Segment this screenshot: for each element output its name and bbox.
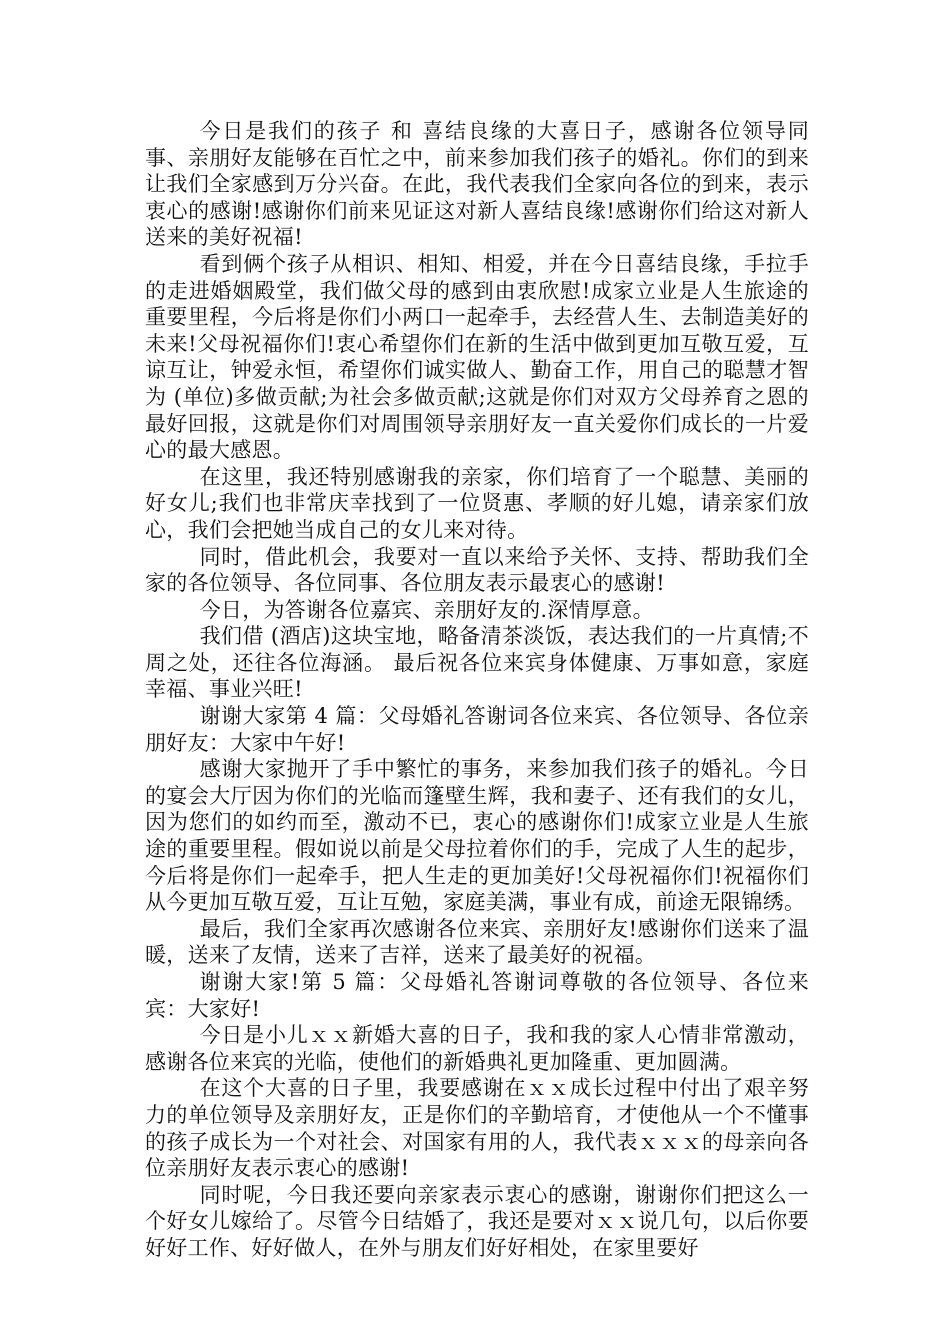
paragraph-6: 我们借 (酒店)这块宝地，略备清茶淡饭，表达我们的一片真情;不周之处，还往各位海涵。 最后祝各位来宾身体健康、万事如意，家庭幸福、事业兴旺! [145,624,809,702]
paragraph-5: 今日，为答谢各位嘉宾、亲朋好友的.深情厚意。 [199,597,654,622]
paragraph-4: 同时，借此机会，我要对一直以来给予关怀、支持、帮助我们全家的各位领导、各位同事、各位朋友表示最衷心的感谢! [145,544,809,596]
paragraph-13: 同时呢，今日我还要向亲家表示衷心的感谢，谢谢你们把这么一个好女儿嫁给了。尽管今日结婚了，我还是要对ｘｘ说几句，以后你要好好工作、好好做人，在外与朋友们好好相处，在家里要好 [145,1182,809,1260]
paragraph-1: 今日是我们的孩子 和 喜结良缘的大喜日子，感谢各位领导同事、亲朋好友能够在百忙之中，前来参加我们孩子的婚礼。你们的到来让我们全家感到万分兴奋。在此，我代表我们全家向各位的到来，表示衷心的感谢!感谢你们前来见证这对新人喜结良缘!感谢你们给这对新人送来的美好祝福! [145,119,809,250]
paragraph-7: 谢谢大家第 4 篇：父母婚礼答谢词各位来宾、各位领导、各位亲朋好友：大家中午好! [145,704,809,755]
document-body [145,118,809,1262]
paragraph-10: 谢谢大家!第 5 篇：父母婚礼答谢词尊敬的各位领导、各位来宾：大家好! [145,970,809,1021]
paragraph-8: 感谢大家抛开了手中繁忙的事务，来参加我们孩子的婚礼。今日的宴会大厅因为你们的光临而篷壁生辉，我和妻子、还有我们的女儿，因为您们的如约而至，激动不已，衷心的感谢你们!成家立业是人生旅途的重要里程。假如说以前是父母拉着你们的手，完成了人生的起步，今后将是你们一起牵手，把人生走的更加美好!父母祝福你们!祝福你们从今更加互敬互爱，互让互勉，家庭美满，事业有成，前途无限锦绣。 [145,757,809,915]
paragraph-2: 看到俩个孩子从相识、相知、相爱，并在今日喜结良缘，手拉手的走进婚姻殿堂，我们做父母的感到由衷欣慰!成家立业是人生旅途的重要里程，今后将是你们小两口一起牵手，去经营人生、去制造美好的未来!父母祝福你们!衷心希望你们在新的生活中做到更加互敬互爱，互谅互让，钟爱永恒，希望你们诚实做人、勤奋工作，用自己的聪慧才智为 (单位)多做贡献;为社会多做贡献;这就是你们对双方父母养育之恩的最好回报，这就是你们对周围领导亲朋好友一直关爱你们成长的一片爱心的最大感恩。 [145,251,809,463]
paragraph-12: 在这个大喜的日子里，我要感谢在ｘｘ成长过程中付出了艰辛努力的单位领导及亲朋好友，正是你们的辛勤培育，才使他从一个不懂事的孩子成长为一个对社会、对国家有用的人，我代表ｘｘｘ的母亲向各位亲朋好友表示衷心的感谢! [145,1076,809,1181]
paragraph-3: 在这里，我还特别感谢我的亲家，你们培育了一个聪慧、美丽的好女儿;我们也非常庆幸找到了一位贤惠、孝顺的好儿媳，请亲家们放心，我们会把她当成自己的女儿来对待。 [145,464,809,542]
paragraph-9: 最后，我们全家再次感谢各位来宾、亲朋好友!感谢你们送来了温暖，送来了友情，送来了吉祥，送来了最美好的祝福。 [145,916,809,968]
paragraph-11: 今日是小儿ｘｘ新婚大喜的日子，我和我的家人心情非常激动，感谢各位来宾的光临，使他们的新婚典礼更加隆重、更加圆满。 [145,1023,809,1074]
